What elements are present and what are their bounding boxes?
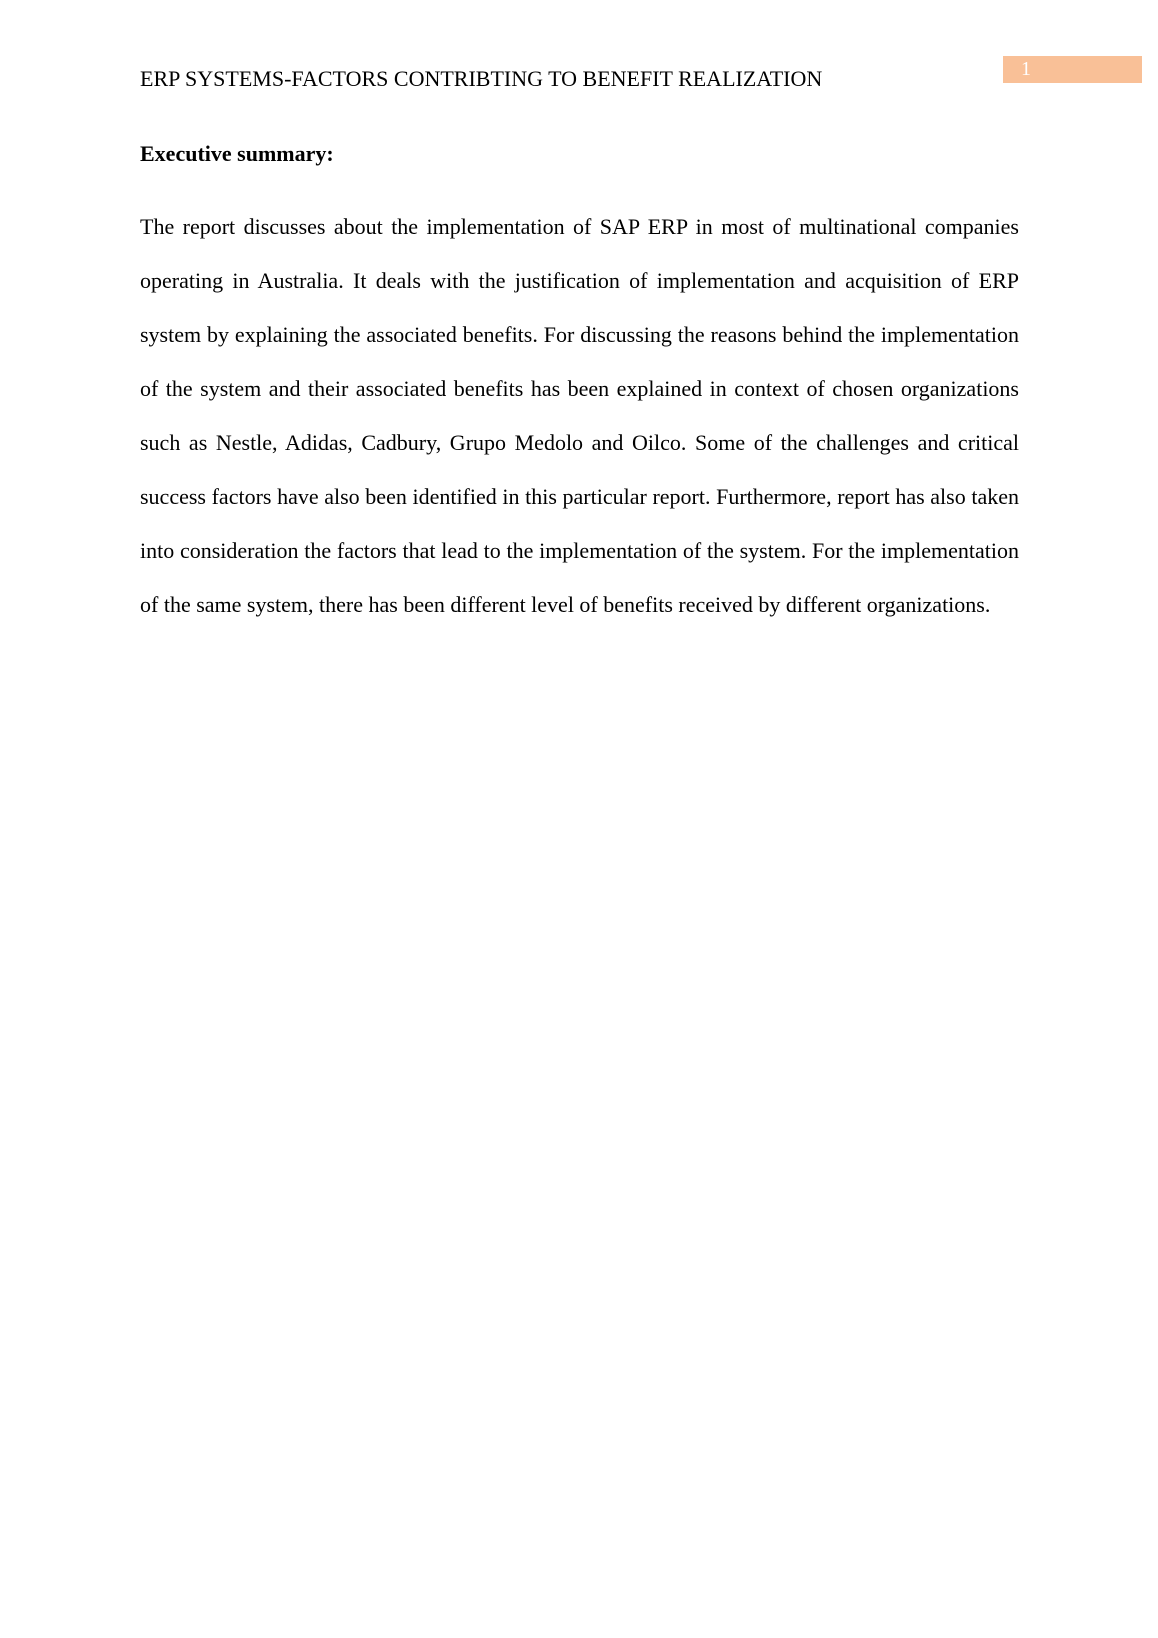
running-header-title: ERP SYSTEMS-FACTORS CONTRIBTING TO BENEFIT REALIZATION [140,66,823,91]
section-heading: Executive summary: [140,141,334,166]
page-number: 1 [1003,56,1142,83]
body-paragraph: The report discusses about the implementation of SAP ERP in most of multinational companies operating in Australia. It deals with the justification of implementation and acquisition of ERP system by explaining the associated benefits. For discussing the reasons behind the implementation of the system and their associated benefits has been explained in context of chosen organizations such as Nestle, Adidas, Cadbury, Grupo Medolo and Oilco. Some of the challenges and critical success factors have also been identified in this particular report. Furthermore, report has also taken into consideration the factors that lead to the implementation of the system. For the implementation of the same system, there has been different level of benefits received by different organizations. [140,214,1019,617]
